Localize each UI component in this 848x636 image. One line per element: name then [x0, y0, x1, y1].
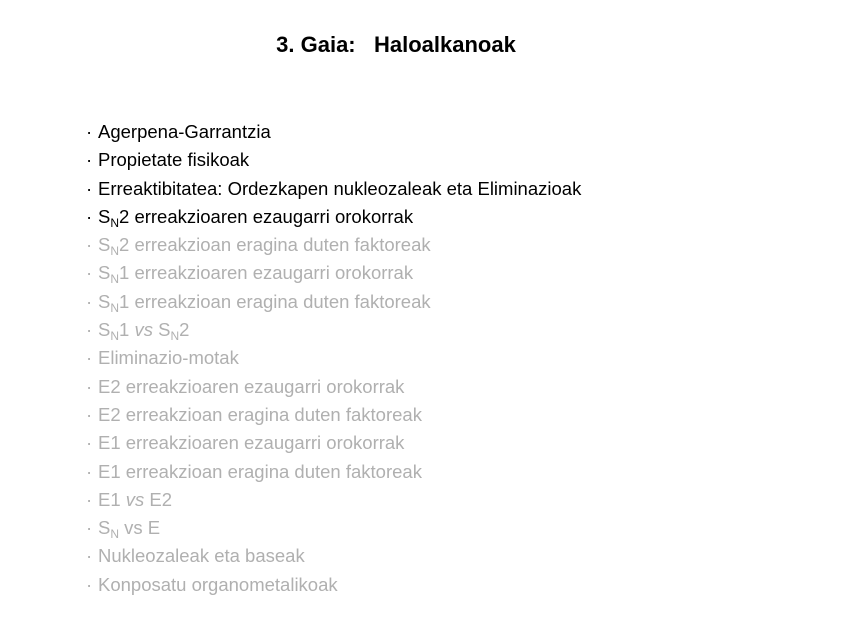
item-text: vs — [125, 488, 145, 510]
list-item — [86, 429, 581, 457]
item-text: E1 erreakzioan eragina duten faktoreak — [98, 460, 422, 482]
list-item — [86, 203, 581, 231]
bullet-icon: · — [86, 290, 93, 312]
bullet-icon: · — [86, 149, 93, 171]
item-text: 1 erreakzioaren ezaugarri orokorrak — [119, 262, 414, 284]
item-text: E2 erreakzioan eragina duten faktoreak — [98, 403, 422, 425]
bullet-icon: · — [86, 573, 93, 595]
item-text: S — [152, 319, 171, 341]
list-item — [86, 458, 581, 486]
item-text: vs — [134, 319, 153, 341]
list-item — [86, 401, 581, 429]
list-item — [86, 542, 581, 570]
list-item — [86, 316, 581, 344]
item-text: 2 erreakzioaren ezaugarri orokorrak — [119, 205, 414, 227]
item-text: vs E — [119, 517, 161, 539]
item-text: 1 — [119, 319, 135, 341]
bullet-icon: · — [86, 403, 93, 425]
item-text: 2 — [179, 319, 190, 341]
item-text: S — [98, 319, 111, 341]
bullet-icon: · — [86, 545, 93, 567]
item-text: Agerpena-Garrantzia — [98, 121, 271, 142]
list-item — [86, 514, 581, 542]
item-text: E1 erreakzioaren ezaugarri orokorrak — [98, 432, 405, 454]
item-text: Eliminazio-motak — [98, 347, 239, 369]
subscript: N — [170, 329, 180, 344]
slide-title: 3. Gaia: Haloalkanoak — [276, 32, 516, 57]
bullet-icon: · — [86, 177, 93, 199]
subscript: N — [110, 215, 120, 230]
bullet-icon: · — [86, 319, 93, 341]
item-text: Konposatu organometalikoak — [98, 573, 338, 595]
item-text: 1 erreakzioan eragina duten faktoreak — [119, 290, 431, 312]
item-text: E1 — [98, 488, 126, 510]
list-item — [86, 118, 581, 146]
bullet-icon: · — [86, 262, 93, 284]
list-item — [86, 571, 581, 599]
bullet-icon: · — [86, 347, 93, 369]
list-item — [86, 344, 581, 372]
item-text: S — [98, 234, 111, 256]
subscript: N — [110, 300, 120, 315]
item-text: S — [98, 205, 111, 227]
bullet-icon: · — [86, 460, 93, 482]
list-item — [86, 373, 581, 401]
bullet-icon: · — [86, 432, 93, 454]
list-item — [86, 175, 581, 203]
list-item — [86, 259, 581, 287]
bullet-icon: · — [86, 234, 93, 256]
list-item — [86, 231, 581, 259]
item-text: S — [98, 290, 111, 312]
item-text: E2 erreakzioaren ezaugarri orokorrak — [98, 375, 405, 397]
list-item — [86, 146, 581, 174]
subscript: N — [110, 272, 120, 287]
item-text: E2 — [144, 488, 173, 510]
bullet-icon: · — [86, 375, 93, 397]
item-text: S — [98, 262, 111, 284]
item-text: Nukleozaleak eta baseak — [98, 545, 305, 567]
bullet-icon: · — [86, 205, 93, 227]
subscript: N — [110, 329, 120, 344]
bullet-icon: · — [86, 121, 93, 142]
item-text: S — [98, 517, 111, 539]
subscript: N — [110, 527, 120, 542]
item-text: Propietate fisikoak — [98, 149, 250, 171]
item-text: 2 erreakzioan eragina duten faktoreak — [119, 234, 431, 256]
list-item — [86, 486, 581, 514]
bullet-icon: · — [86, 488, 93, 510]
list-item — [86, 288, 581, 316]
item-text: Erreaktibitatea: Ordezkapen nukleozaleak eta Eliminazioak — [98, 177, 582, 199]
subscript: N — [110, 244, 120, 259]
bullet-icon: · — [86, 517, 93, 539]
topic-list — [86, 118, 581, 599]
